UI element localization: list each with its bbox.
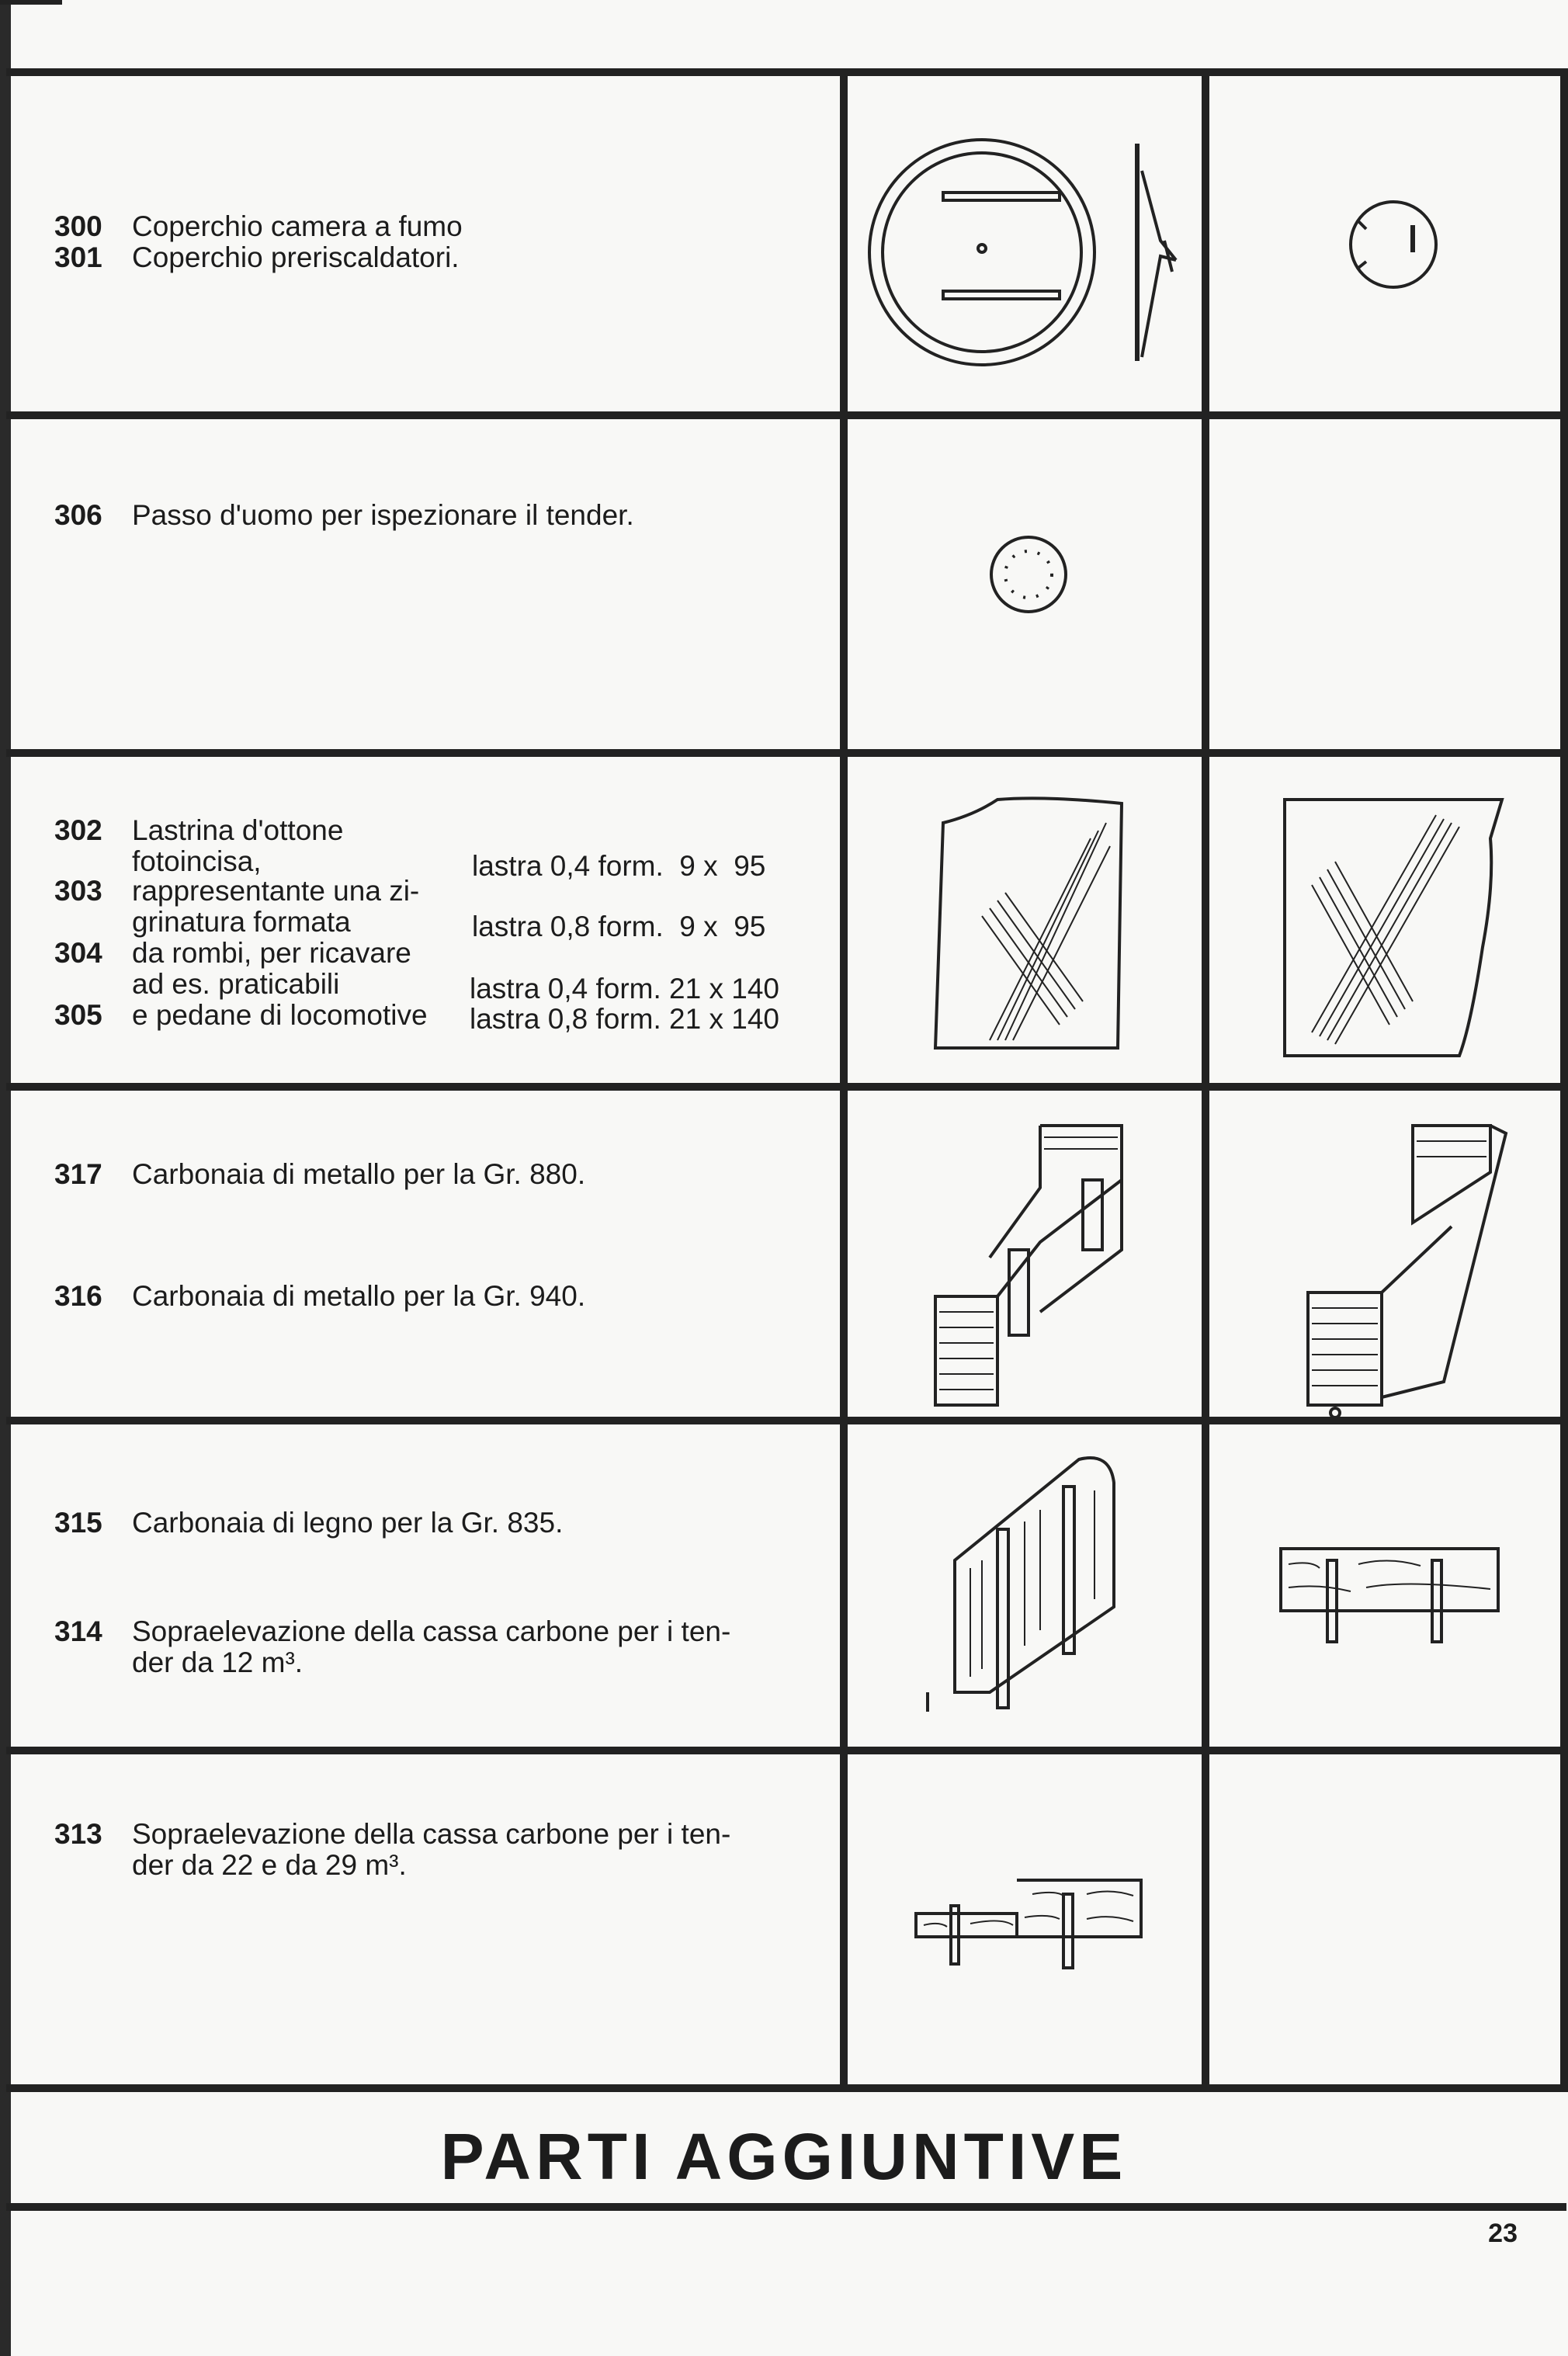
smokebox-cover-illustration [850, 124, 1199, 380]
item-code: 317 [54, 1158, 102, 1190]
item-description: Carbonaia di metallo per la Gr. 940. [132, 1280, 586, 1312]
metal-coal-bunker-illustration [928, 1118, 1137, 1413]
item-code: 306 [54, 499, 102, 531]
checkerplate-illustration [928, 792, 1137, 1056]
preheater-cover-illustration [1339, 190, 1448, 299]
wooden-coal-bunker-illustration [924, 1444, 1133, 1723]
table-rule [6, 2084, 1566, 2092]
page-number: 23 [1488, 2219, 1518, 2248]
item-code: 302 [54, 814, 102, 846]
table-rule [6, 1747, 1566, 1754]
item-description: Coperchio camera a fumo [132, 210, 463, 242]
manhole-illustration [982, 528, 1075, 621]
item-code: 301 [54, 241, 102, 273]
table-rule [6, 2203, 1566, 2211]
binding-edge [0, 0, 11, 2356]
item-code: 300 [54, 210, 102, 242]
checkerplate-illustration [1281, 792, 1514, 1063]
item-description: Lastrina d'ottone fotoincisa, [132, 814, 344, 877]
plate-dimensions: lastra 0,4 form. 9 x 95 [472, 850, 766, 882]
table-rule [6, 411, 1566, 419]
item-description: Sopraelevazione della cassa carbone per i ten- der da 22 e da 29 m³. [132, 1818, 731, 1881]
item-description: e pedane di locomotive [132, 999, 428, 1031]
item-description: da rombi, per ricavare ad es. praticabili [132, 937, 411, 1000]
item-code: 315 [54, 1507, 102, 1539]
page-title: PARTI AGGIUNTIVE [440, 2120, 1128, 2193]
plate-dimensions: lastra 0,8 form. 9 x 95 [472, 911, 766, 942]
top-mark [0, 0, 62, 5]
item-code: 303 [54, 875, 102, 907]
column-divider [1560, 68, 1568, 2092]
item-description: rappresentante una zi- grinatura formata [132, 875, 420, 938]
plate-dimensions: lastra 0,4 form. 21 x 140 [470, 973, 779, 1005]
item-description: Passo d'uomo per ispezionare il tender. [132, 499, 634, 531]
item-description: Carbonaia di metallo per la Gr. 880. [132, 1158, 586, 1190]
item-description: Carbonaia di legno per la Gr. 835. [132, 1507, 564, 1539]
coal-bunker-extension-illustration [908, 1871, 1149, 1980]
column-divider [1202, 68, 1209, 2092]
table-rule [6, 749, 1566, 757]
plate-dimensions: lastra 0,8 form. 21 x 140 [470, 1003, 779, 1035]
table-rule [6, 68, 1566, 76]
item-code: 305 [54, 999, 102, 1031]
item-code: 316 [54, 1280, 102, 1312]
column-divider [840, 68, 848, 2092]
item-description: Coperchio preriscaldatori. [132, 241, 460, 273]
coal-bunker-extension-illustration [1273, 1541, 1506, 1650]
metal-coal-bunker-illustration [1304, 1118, 1514, 1421]
item-code: 314 [54, 1615, 102, 1647]
table-rule [6, 1083, 1566, 1091]
item-description: Sopraelevazione della cassa carbone per i ten- der da 12 m³. [132, 1615, 731, 1678]
item-code: 313 [54, 1818, 102, 1850]
item-code: 304 [54, 937, 102, 969]
